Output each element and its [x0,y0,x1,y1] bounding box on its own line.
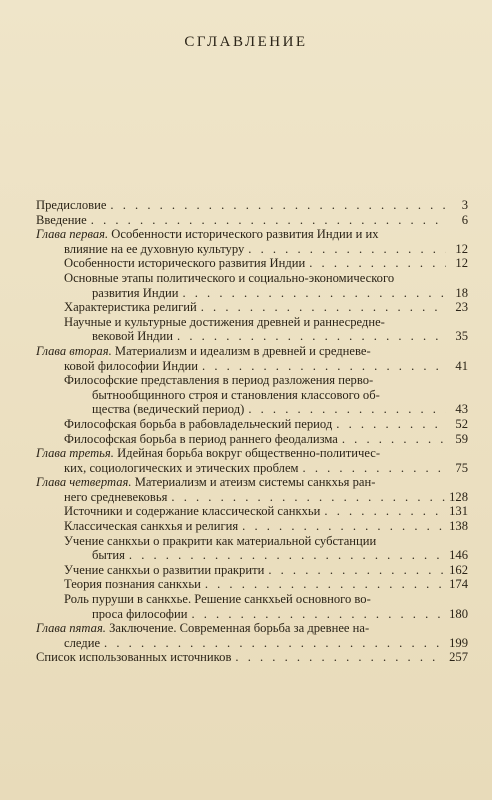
leader-dots [104,636,445,651]
toc-section [36,577,468,592]
toc-page-number: 35 [455,329,468,344]
toc-entry-intro [36,213,468,228]
toc-chapter-5 [36,621,468,650]
chapter-label: Глава четвертая. [36,475,132,490]
toc-page-number: 12 [455,241,468,256]
chapter-title-line: Заключение. Современная борьба за древнее на- [109,621,370,636]
leader-dots [324,504,445,519]
toc-page-number: 128 [449,489,468,504]
chapter-title-line: ких, социологических и этических проблем [64,460,299,475]
leader-dots [336,417,446,432]
section-title: Источники и содержание классической санкхьи [64,504,321,519]
toc-page-number: 43 [455,402,468,417]
toc-page-number: 75 [455,460,468,475]
toc-page-number: 18 [455,285,468,300]
section-title: Учение санкхьи о развитии пракрити [64,562,265,577]
toc-chapter-1 [36,227,468,256]
leader-dots [182,286,446,301]
leader-dots [202,359,446,374]
toc-entry-sources [36,650,468,665]
chapter-title-line: него средневековья [64,489,168,504]
section-title: Основные этапы политического и социально-экономического [64,270,395,285]
toc-section [36,519,468,534]
section-title: Философские представления в период разложения перво- [64,373,374,388]
chapter-label: Глава пятая. [36,621,106,636]
chapter-label: Глава третья. [36,446,114,461]
toc-section [36,417,468,432]
chapter-label: Глава вторая. [36,343,112,358]
toc-chapter-3 [36,446,468,475]
toc-page-number: 23 [455,300,468,315]
section-title: Философская борьба в период раннего феодализма [64,431,338,446]
chapter-title-line: ковой философии Индии [64,358,199,373]
leader-dots [129,548,445,563]
toc-page-number: 131 [449,504,468,519]
toc-section [36,315,468,344]
toc-section [36,592,468,621]
toc-chapter-4 [36,475,468,504]
chapter-title-line: Материализм и атеизм системы санкхья ран- [134,475,376,490]
leader-dots [342,432,446,447]
toc-entry-text: Введение [36,212,87,227]
leader-dots [309,256,446,271]
leader-dots [201,300,446,315]
section-title: вековой Индии [92,329,174,344]
toc-section [36,432,468,447]
leader-dots [303,461,446,476]
toc-section [36,300,468,315]
section-title: Роль пуруши в санкхье. Решение санкхьей основного во- [64,592,371,607]
toc-section [36,504,468,519]
toc-page-number: 59 [455,431,468,446]
toc-entry-preface [36,198,468,213]
toc-page-number: 6 [461,212,468,227]
chapter-label: Глава первая. [36,227,109,242]
section-title: Теория познания санкхьи [64,577,201,592]
section-title: бытнообщинного строя и становления классового об- [92,387,380,402]
toc-section [36,256,468,271]
leader-dots [177,329,446,344]
leader-dots [171,490,445,505]
toc-page-number: 138 [449,519,468,534]
toc-section [36,563,468,578]
toc-entry-text: Список использованных источников [36,650,232,665]
page-title: СГЛАВЛЕНИЕ [184,34,308,50]
chapter-title-line: следие [64,635,101,650]
section-title: бытия [92,548,125,563]
chapter-title-line: Особенности исторического развития Индии и их [111,227,379,242]
toc-page-number: 180 [449,606,468,621]
leader-dots [268,563,445,578]
section-title: Научные и культурные достижения древней и раннесредне- [64,314,385,329]
toc-page-number: 174 [449,577,468,592]
leader-dots [235,650,445,665]
toc-chapter-2 [36,344,468,373]
leader-dots [110,198,446,213]
section-title: Особенности исторического развития Индии [64,256,306,271]
section-title: развития Индии [92,285,179,300]
leader-dots [248,242,446,257]
toc-page-number: 3 [461,198,468,212]
toc-section [36,373,468,417]
leader-dots [205,577,445,592]
toc-page-number: 162 [449,562,468,577]
chapter-title-line: Материализм и идеализм в древней и средневе- [114,343,371,358]
leader-dots [248,402,446,417]
section-title: щества (ведический период) [92,402,245,417]
toc-page-number: 41 [455,358,468,373]
chapter-title-line: Идейная борьба вокруг общественно-политичес- [117,446,381,461]
section-title: Характеристика религий [64,300,197,315]
section-title: Учение санкхьи о пракрити как материальной субстанции [64,533,377,548]
leader-dots [191,607,445,622]
toc-page-number: 257 [449,650,468,665]
toc-entry-text: Предисловие [36,198,107,212]
toc-section [36,534,468,563]
section-title: Классическая санкхья и религия [64,519,239,534]
toc-page-number: 52 [455,416,468,431]
toc-page-number: 199 [449,635,468,650]
section-title: Философская борьба в рабовладельческий период [64,416,333,431]
chapter-title-line: влияние на ее духовную культуру [64,241,245,256]
leader-dots [242,519,445,534]
toc-section [36,271,468,300]
section-title: проса философии [92,606,188,621]
leader-dots [91,213,446,228]
table-of-contents [36,198,468,665]
toc-page-number: 12 [455,256,468,271]
toc-page-number: 146 [449,548,468,563]
